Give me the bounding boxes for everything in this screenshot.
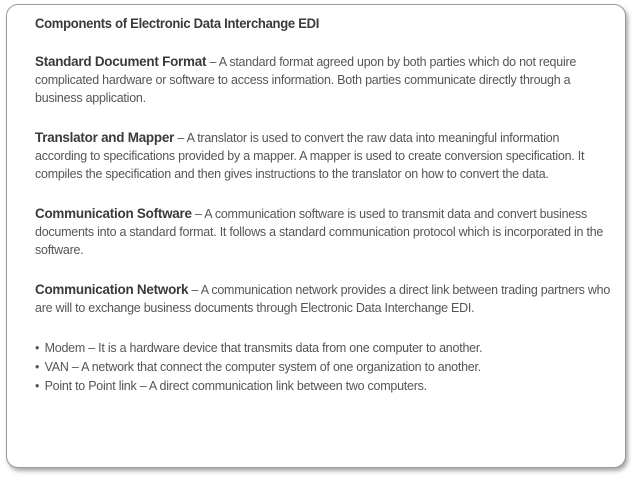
list-item: [35, 338, 601, 357]
bullet-icon: •: [35, 359, 40, 374]
list-item: [35, 357, 601, 376]
section-standard-document-format: [35, 52, 611, 107]
network-types-list: [35, 338, 601, 395]
section-term: Communication Software: [35, 205, 192, 221]
list-item-text: VAN – A network that connect the computer system of one organization to another.: [44, 359, 481, 374]
section-term: Translator and Mapper: [35, 129, 175, 145]
section-communication-software: [35, 204, 611, 259]
list-item-text: Modem – It is a hardware device that transmits data from one computer to another.: [44, 340, 483, 355]
document-content: [35, 15, 625, 395]
section-communication-network: [35, 280, 611, 317]
document-title: Components of Electronic Data Interchange EDI: [35, 15, 320, 31]
bullet-icon: •: [35, 378, 40, 393]
slide-frame: [6, 4, 626, 468]
bullet-icon: •: [35, 340, 40, 355]
list-item: [35, 376, 601, 395]
list-item-text: Point to Point link – A direct communication link between two computers.: [44, 378, 427, 393]
section-text: – A standard format agreed upon by both parties which do not require complicated hardware or software to access information. Both parties communicate directly through a business application.: [35, 54, 577, 105]
section-text: – A translator is used to convert the raw data into meaningful information according to specifications provided by a mapper. A mapper is used to create conversion specification. It compiles the specification and then gives instructions to the translator on how to convert the data.: [35, 130, 585, 181]
section-term: Standard Document Format: [35, 53, 207, 69]
section-translator-and-mapper: [35, 128, 611, 183]
section-text: – A communication network provides a direct link between trading partners who are will to exchange business documents through Electronic Data Interchange EDI.: [35, 282, 611, 315]
section-text: – A communication software is used to transmit data and convert business documents into a standard format. It follows a standard communication protocol which is incorporated in the software.: [35, 206, 604, 257]
section-term: Communication Network: [35, 281, 189, 297]
